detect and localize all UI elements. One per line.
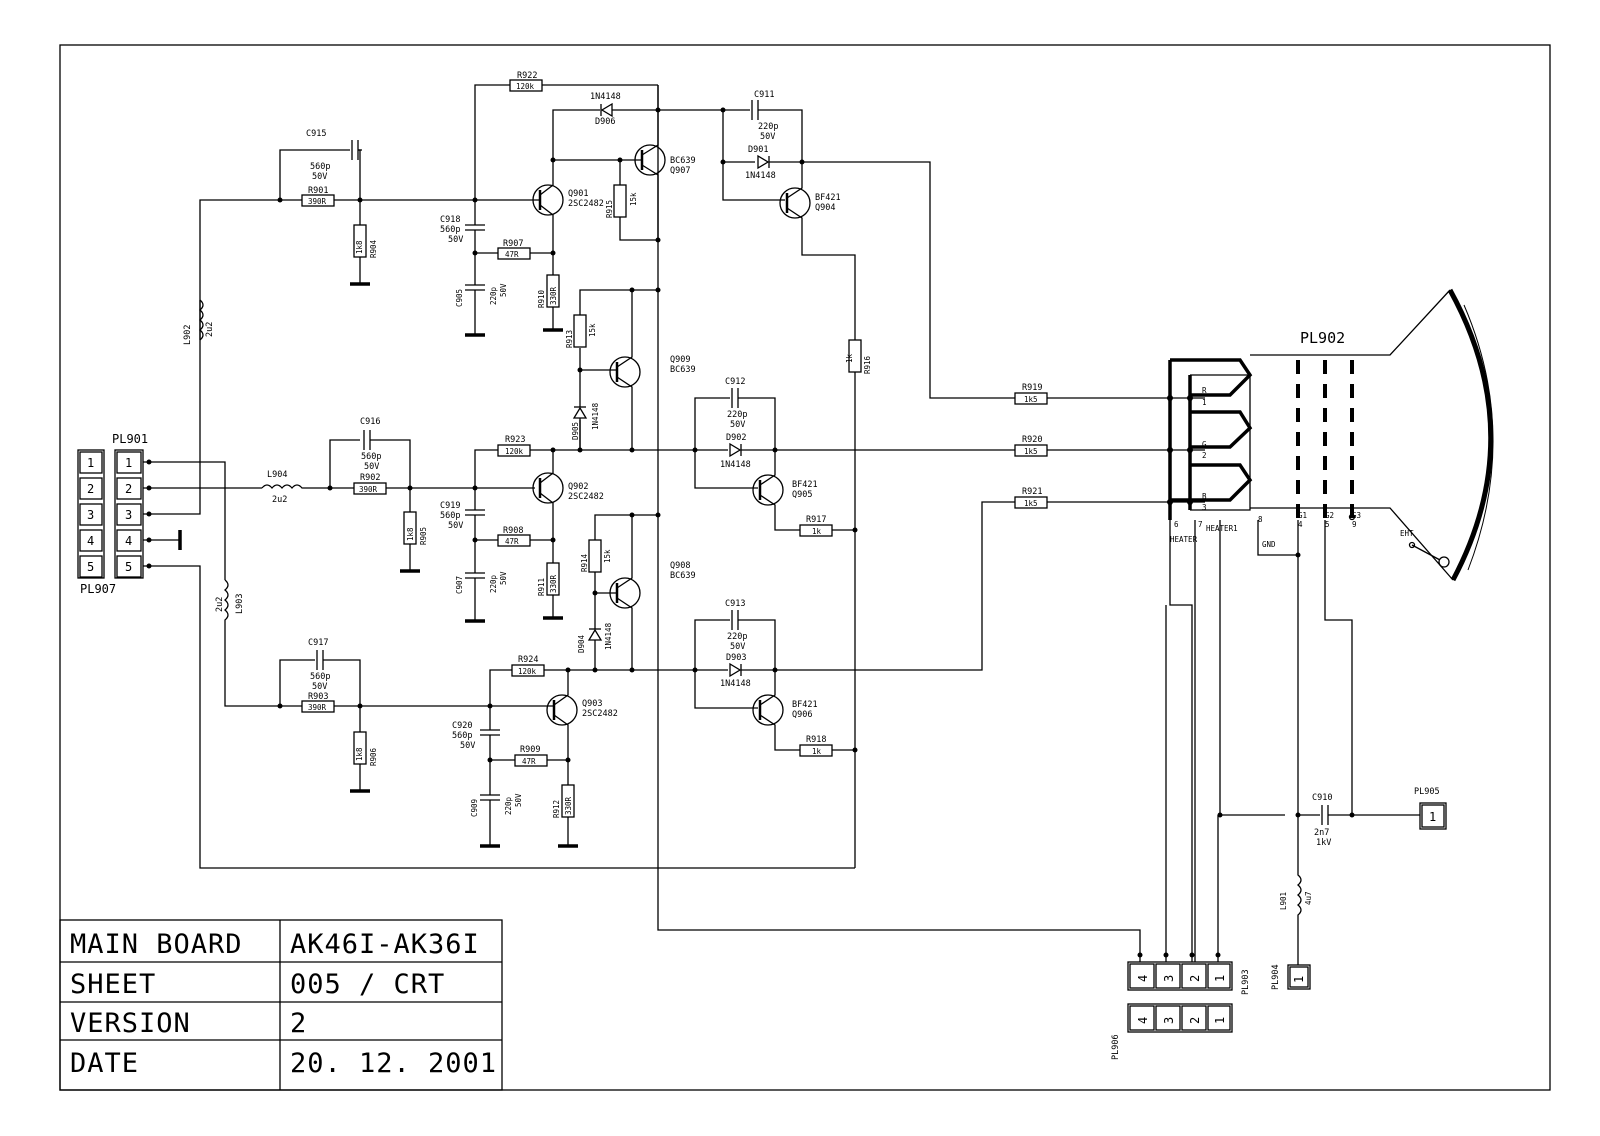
d901-ref: D901 [748, 145, 769, 155]
c907-rating: 50V [499, 571, 508, 585]
c919-value: 560p [440, 511, 461, 521]
transistor-q904 [780, 162, 855, 340]
d906-value: 1N4148 [590, 92, 621, 102]
l904-ref: L904 [267, 470, 288, 480]
l903-value: 2u2 [215, 596, 225, 612]
inductor-l904 [262, 470, 330, 505]
r910-ref: R910 [537, 289, 546, 308]
c913-rating: 50V [730, 642, 746, 652]
pl902-pin: 6 [1174, 520, 1179, 529]
pl902-pin: B [1202, 492, 1207, 501]
q907-ref: Q907 [670, 166, 691, 176]
d902-value: 1N4148 [720, 460, 751, 470]
r915-ref: R915 [605, 199, 614, 218]
title-block-label: MAIN BOARD [70, 929, 243, 960]
title-block-value: 2 [290, 1008, 308, 1039]
c917-ref: C917 [308, 638, 329, 648]
q906-value: BF421 [792, 700, 818, 710]
r920-value: 1k5 [1024, 447, 1038, 456]
pl907-pin: 5 [87, 560, 95, 574]
r917-value: 1k [812, 527, 822, 536]
pl907-pin: 3 [87, 508, 95, 522]
c909-value: 220p [504, 796, 513, 815]
q909-ref: Q909 [670, 355, 691, 365]
pl902-pin: 1 [1202, 398, 1207, 407]
pl902-gnd: GND [1262, 540, 1276, 549]
r922-ref: R922 [517, 71, 538, 81]
r905-value: 1k8 [406, 527, 415, 541]
pl902-heater1: HEATER1 [1206, 524, 1238, 533]
inductor-l903 [215, 580, 280, 706]
pl907-pin: 1 [87, 456, 95, 470]
r913-ref: R913 [565, 329, 574, 348]
pl902-pin: G [1202, 440, 1207, 449]
l901-value: 4u7 [1304, 891, 1313, 905]
l903-ref: L903 [235, 593, 245, 614]
r903-value: 390R [308, 703, 327, 712]
l904-value: 2u2 [272, 495, 288, 505]
c918-value: 560p [440, 225, 461, 235]
c918-ref: C918 [440, 215, 461, 225]
c909-rating: 50V [514, 793, 523, 807]
r909-value: 47R [522, 757, 536, 766]
pl902-pin: 4 [1298, 520, 1303, 529]
c917-value: 560p [310, 672, 331, 682]
c907-value: 220p [489, 574, 498, 593]
pl905-pin: 1 [1429, 810, 1437, 824]
r901-value: 390R [308, 197, 327, 206]
title-block-label: SHEET [70, 969, 157, 1000]
q902-ref: Q902 [568, 482, 589, 492]
q903-ref: Q903 [582, 699, 603, 709]
pl901-pin: 1 [125, 456, 133, 470]
pl903-pin: 2 [1188, 974, 1202, 982]
r912-ref: R912 [552, 799, 561, 818]
r907-value: 47R [505, 250, 519, 259]
pl907-pin: 2 [87, 482, 95, 496]
title-block-label: DATE [70, 1048, 140, 1079]
r919-ref: R919 [1022, 383, 1043, 393]
c910-ref: C910 [1312, 793, 1333, 803]
c910-rating: 1kV [1316, 838, 1332, 848]
r909-ref: R909 [520, 745, 541, 755]
r907-ref: R907 [503, 239, 524, 249]
c905-value: 220p [489, 286, 498, 305]
q901-ref: Q901 [568, 189, 589, 199]
d904-value: 1N4148 [604, 622, 613, 650]
d903-value: 1N4148 [720, 679, 751, 689]
r922-value: 120k [516, 82, 535, 91]
pl902-label: PL902 [1300, 329, 1346, 347]
d906-ref: D906 [595, 117, 616, 127]
transistor-q903 [547, 670, 618, 760]
pl902-g3: G3 [1352, 511, 1362, 520]
d904-ref: D904 [577, 634, 586, 653]
pl902-heater: HEATER [1170, 535, 1198, 544]
q901-value: 2SC2482 [568, 199, 604, 209]
r903-ref: R903 [308, 692, 329, 702]
r911-value: 330R [549, 574, 558, 593]
pl902-pin: 5 [1325, 520, 1330, 529]
inductor-l902 [183, 200, 280, 345]
r906-value: 1k8 [355, 747, 364, 761]
r906-ref: R906 [369, 747, 378, 766]
r915-value: 15k [629, 192, 638, 206]
pl901-pin: 2 [125, 482, 133, 496]
l902-ref: L902 [183, 324, 193, 345]
c911-value: 220p [758, 122, 779, 132]
c915-value: 560p [310, 162, 331, 172]
pl904-pin: 1 [1292, 975, 1306, 983]
l902-value: 2u2 [205, 321, 215, 337]
pl902-pin: 2 [1202, 451, 1207, 460]
q904-ref: Q904 [815, 203, 836, 213]
connector-pl903 [1128, 962, 1251, 995]
c916-rating: 50V [364, 462, 380, 472]
connector-pl901 [112, 432, 148, 578]
q905-ref: Q905 [792, 490, 813, 500]
pl903-label: PL903 [1241, 969, 1251, 995]
sheet-border [60, 45, 1550, 1090]
pl906-pin: 1 [1213, 1016, 1227, 1024]
r911-ref: R911 [537, 577, 546, 596]
pl906-pin: 3 [1162, 1016, 1176, 1024]
pl907-pin: 4 [87, 534, 95, 548]
title-block [60, 920, 502, 1090]
c918-rating: 50V [448, 235, 464, 245]
pl904-label: PL904 [1271, 964, 1281, 990]
r914-ref: R914 [580, 553, 589, 572]
r901-ref: R901 [308, 186, 329, 196]
c910-value: 2n7 [1314, 828, 1330, 838]
r923-ref: R923 [505, 435, 526, 445]
r905-ref: R905 [419, 526, 428, 545]
c912-ref: C912 [725, 377, 746, 387]
q906-ref: Q906 [792, 710, 813, 720]
c913-value: 220p [727, 632, 748, 642]
r924-value: 120k [518, 667, 537, 676]
q905-value: BF421 [792, 480, 818, 490]
pl906-pin: 4 [1136, 1016, 1150, 1024]
c919-ref: C919 [440, 501, 461, 511]
r904-ref: R904 [369, 239, 378, 258]
r921-value: 1k5 [1024, 499, 1038, 508]
r912-value: 330R [564, 796, 573, 815]
transistor-q902 [533, 450, 604, 540]
title-block-label: VERSION [70, 1008, 191, 1039]
r917-ref: R917 [806, 515, 827, 525]
pl901-pin: 3 [125, 508, 133, 522]
d901-value: 1N4148 [745, 171, 776, 181]
pl905-label: PL905 [1414, 787, 1440, 797]
c920-rating: 50V [460, 741, 476, 751]
connector-pl906 [1111, 1004, 1232, 1060]
r908-ref: R908 [503, 526, 524, 536]
r910-value: 330R [549, 286, 558, 305]
l901-ref: L901 [1279, 891, 1288, 910]
pl902-g1: G1 [1298, 511, 1308, 520]
q904-value: BF421 [815, 193, 841, 203]
c916-value: 560p [361, 452, 382, 462]
crt-socket-pl902 [1170, 290, 1493, 580]
pl902-g2: G2 [1325, 511, 1335, 520]
q908-ref: Q908 [670, 561, 691, 571]
transistor-q901 [475, 160, 604, 253]
q907-value: BC639 [670, 156, 696, 166]
pl902-pin: 9 [1352, 520, 1357, 529]
pl906-label: PL906 [1111, 1034, 1121, 1060]
c911-rating: 50V [760, 132, 776, 142]
c909-ref: C909 [470, 798, 479, 817]
c912-value: 220p [727, 410, 748, 420]
pl907-label: PL907 [80, 582, 117, 596]
title-block-value: 20. 12. 2001 [290, 1048, 498, 1079]
r919-value: 1k5 [1024, 395, 1038, 404]
pl901-label: PL901 [112, 432, 149, 446]
c912-rating: 50V [730, 420, 746, 430]
d902-ref: D902 [726, 433, 747, 443]
r902-value: 390R [359, 485, 378, 494]
pl902-pin: R [1202, 386, 1207, 395]
pl903-pin: 3 [1162, 974, 1176, 982]
r904-value: 1k8 [355, 240, 364, 254]
title-block-value: 005 / CRT [290, 969, 446, 1000]
r920-ref: R920 [1022, 435, 1043, 445]
title-block-value: AK46I-AK36I [290, 929, 480, 960]
pl903-pin: 4 [1136, 974, 1150, 982]
r918-ref: R918 [806, 735, 827, 745]
c916-ref: C916 [360, 417, 381, 427]
pl901-pin: 4 [125, 534, 133, 548]
c917-rating: 50V [312, 682, 328, 692]
pl901-pin: 5 [125, 560, 133, 574]
r916-value: 1k [845, 353, 854, 363]
q909-value: BC639 [670, 365, 696, 375]
pl902-pin: 7 [1198, 520, 1203, 529]
pl906-pin: 2 [1188, 1016, 1202, 1024]
c920-value: 560p [452, 731, 473, 741]
r914-value: 15k [603, 549, 612, 563]
r902-ref: R902 [360, 473, 381, 483]
pl902-eht: EHT [1400, 529, 1414, 538]
c913-ref: C913 [725, 599, 746, 609]
c915-ref: C915 [306, 129, 327, 139]
r924-ref: R924 [518, 655, 539, 665]
pl902-pin: 3 [1202, 503, 1207, 512]
c907-ref: C907 [455, 575, 464, 594]
c905-ref: C905 [455, 288, 464, 307]
pl903-pin: 1 [1213, 974, 1227, 982]
c905-rating: 50V [499, 283, 508, 297]
c919-rating: 50V [448, 521, 464, 531]
d903-ref: D903 [726, 653, 747, 663]
r923-value: 120k [505, 447, 524, 456]
pl902-pin: 8 [1258, 515, 1263, 524]
connector-pl907 [78, 450, 116, 596]
q902-value: 2SC2482 [568, 492, 604, 502]
q908-value: BC639 [670, 571, 696, 581]
d905-ref: D905 [571, 421, 580, 440]
c911-ref: C911 [754, 90, 775, 100]
q903-value: 2SC2482 [582, 709, 618, 719]
c915-rating: 50V [312, 172, 328, 182]
r916-ref: R916 [863, 355, 872, 374]
r908-value: 47R [505, 537, 519, 546]
c920-ref: C920 [452, 721, 473, 731]
d905-value: 1N4148 [591, 402, 600, 430]
r918-value: 1k [812, 747, 822, 756]
r921-ref: R921 [1022, 487, 1043, 497]
r913-value: 15k [588, 323, 597, 337]
